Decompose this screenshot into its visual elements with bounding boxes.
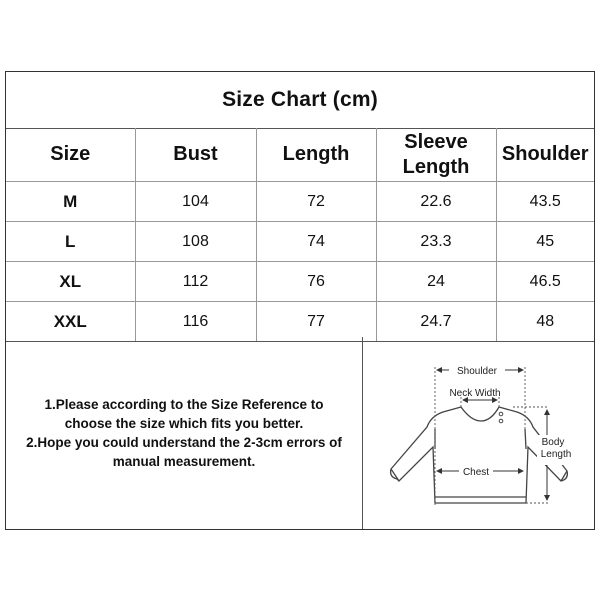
cell-length: 72 <box>256 182 376 222</box>
cell-shoulder: 48 <box>496 302 594 342</box>
label-body-length-2: Length <box>540 449 572 460</box>
cell-shoulder: 46.5 <box>496 262 594 302</box>
cell-size: XXL <box>6 302 135 342</box>
size-chart <box>5 71 595 530</box>
cell-shoulder: 45 <box>496 222 594 262</box>
note-line: 1.Please according to the Size Reference to <box>44 397 324 412</box>
cell-size: L <box>6 222 135 262</box>
cell-bust: 112 <box>135 262 256 302</box>
header-sleeve-length <box>376 128 496 182</box>
note-line: manual measurement. <box>112 454 256 469</box>
table-row <box>6 302 594 342</box>
label-neck-width: Neck Width <box>449 388 501 399</box>
measurement-diagram <box>363 337 594 529</box>
cell-sleeve: 24 <box>376 262 496 302</box>
size-table <box>6 128 594 342</box>
table-row <box>6 262 594 302</box>
cell-length: 77 <box>256 302 376 342</box>
notes-panel <box>6 337 363 529</box>
cell-bust: 116 <box>135 302 256 342</box>
label-body-length-1: Body <box>541 437 565 448</box>
header-bust: Bust <box>135 128 256 182</box>
cell-sleeve: 23.3 <box>376 222 496 262</box>
cell-shoulder: 43.5 <box>496 182 594 222</box>
table-row <box>6 182 594 222</box>
cell-sleeve: 22.6 <box>376 182 496 222</box>
header-size: Size <box>6 128 135 182</box>
cell-length: 76 <box>256 262 376 302</box>
cell-bust: 108 <box>135 222 256 262</box>
label-chest: Chest <box>462 467 490 478</box>
cell-length: 74 <box>256 222 376 262</box>
header-sleeve-length-label: Sleeve Length <box>402 130 470 178</box>
note-line: 2.Hope you could understand the 2-3cm errors of <box>26 435 342 450</box>
notes-text <box>26 395 342 471</box>
chart-title: Size Chart (cm) <box>222 88 378 111</box>
label-shoulder: Shoulder <box>456 366 498 377</box>
cell-size: M <box>6 182 135 222</box>
sweater-diagram-svg <box>363 337 594 529</box>
header-length: Length <box>256 128 376 182</box>
cell-sleeve: 24.7 <box>376 302 496 342</box>
header-shoulder: Shoulder <box>496 128 594 182</box>
button-icons <box>499 412 503 423</box>
table-row <box>6 222 594 262</box>
note-line: choose the size which fits you better. <box>64 416 304 431</box>
header-row <box>6 128 594 182</box>
bottom-section <box>6 337 594 529</box>
cell-bust: 104 <box>135 182 256 222</box>
cell-size: XL <box>6 262 135 302</box>
title-row <box>6 72 594 129</box>
